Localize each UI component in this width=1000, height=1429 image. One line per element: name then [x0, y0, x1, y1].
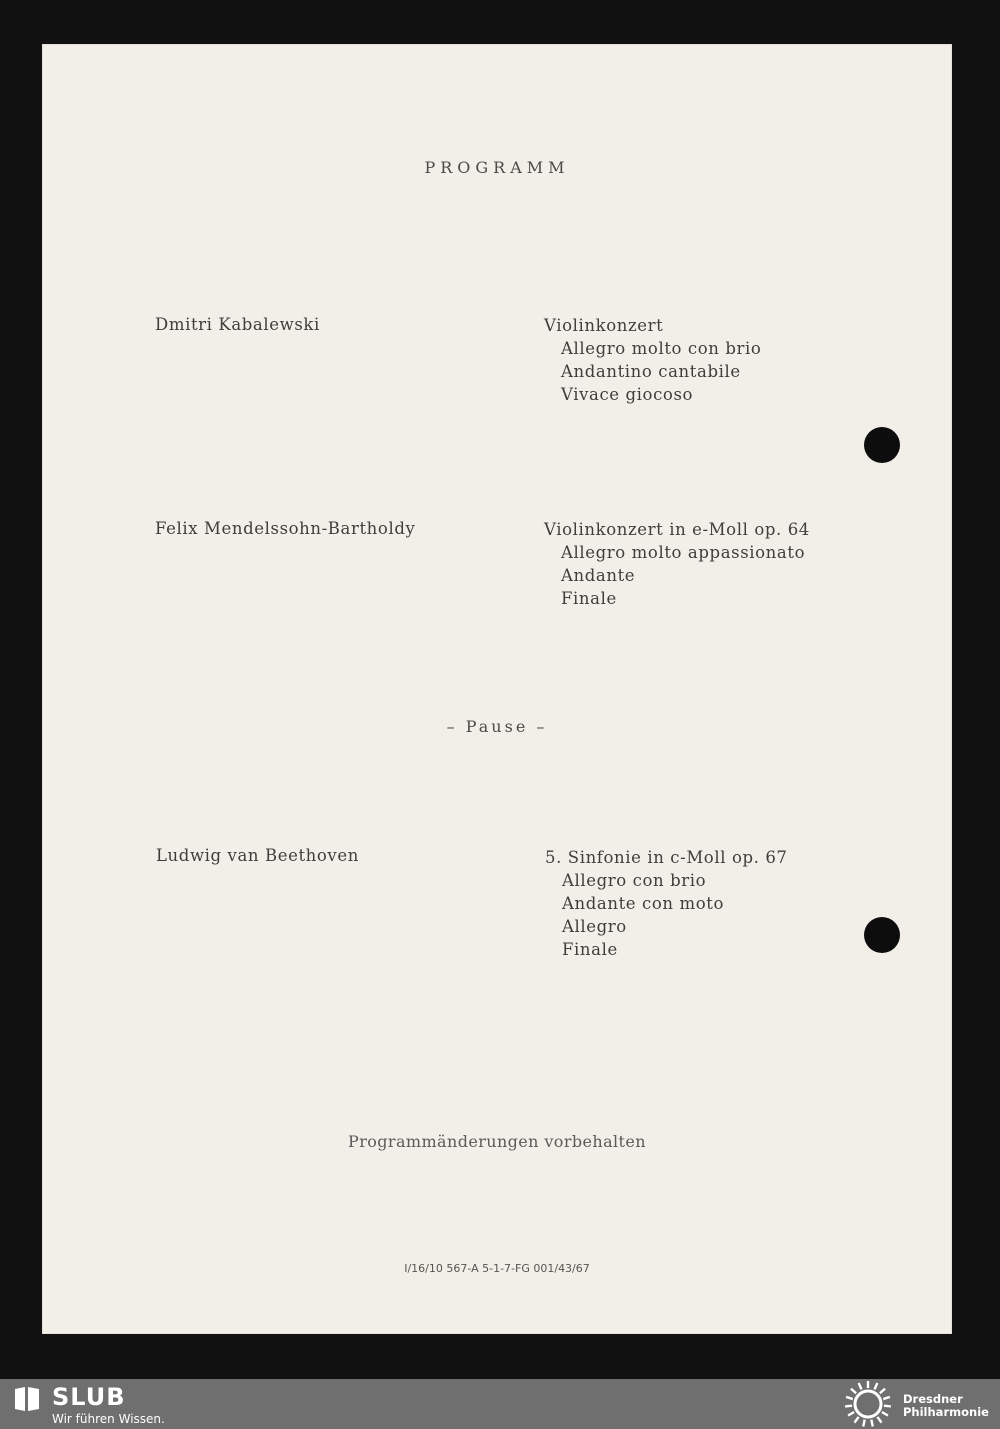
movement: Andantino cantabile [561, 362, 741, 381]
movement: Andante [561, 566, 636, 585]
partner-line-1: Dresdner [903, 1392, 963, 1406]
composer-name: Ludwig van Beethoven [156, 846, 359, 865]
work-title: Violinkonzert in e-Moll op. 64 [544, 520, 810, 539]
composer-name: Felix Mendelssohn-Bartholdy [155, 519, 416, 538]
work-title: Violinkonzert [544, 316, 664, 335]
work-block [544, 314, 761, 406]
punch-hole-lower [864, 917, 900, 953]
movement: Vivace giocoso [561, 385, 694, 404]
page-title: PROGRAMM [424, 158, 570, 177]
movement: Allegro molto con brio [561, 339, 762, 358]
book-icon [12, 1384, 42, 1414]
library-logo-text: SLUB [52, 1383, 126, 1411]
movement: Andante con moto [562, 894, 724, 913]
footer-bar [0, 1379, 1000, 1429]
work-title: 5. Sinfonie in c-Moll op. 67 [545, 848, 788, 867]
work-block [544, 518, 810, 610]
program-change-note: Programmänderungen vorbehalten [348, 1132, 646, 1151]
movement: Finale [562, 940, 618, 959]
movement: Finale [561, 589, 617, 608]
pause-label: – Pause – [446, 717, 548, 736]
composer-name: Dmitri Kabalewski [155, 315, 320, 334]
movement: Allegro [562, 917, 627, 936]
movement: Allegro con brio [562, 871, 707, 890]
library-tagline: Wir führen Wissen. [52, 1412, 165, 1426]
partner-logo-text [903, 1393, 989, 1419]
print-code: I/16/10 567-A 5-1-7-FG 001/43/67 [404, 1262, 590, 1275]
work-block [545, 846, 788, 961]
punch-hole-upper [864, 427, 900, 463]
movement: Allegro molto appassionato [561, 543, 806, 562]
philharmonie-sun-icon [840, 1381, 896, 1427]
program-sheet [42, 44, 952, 1334]
partner-line-2: Philharmonie [903, 1405, 989, 1419]
